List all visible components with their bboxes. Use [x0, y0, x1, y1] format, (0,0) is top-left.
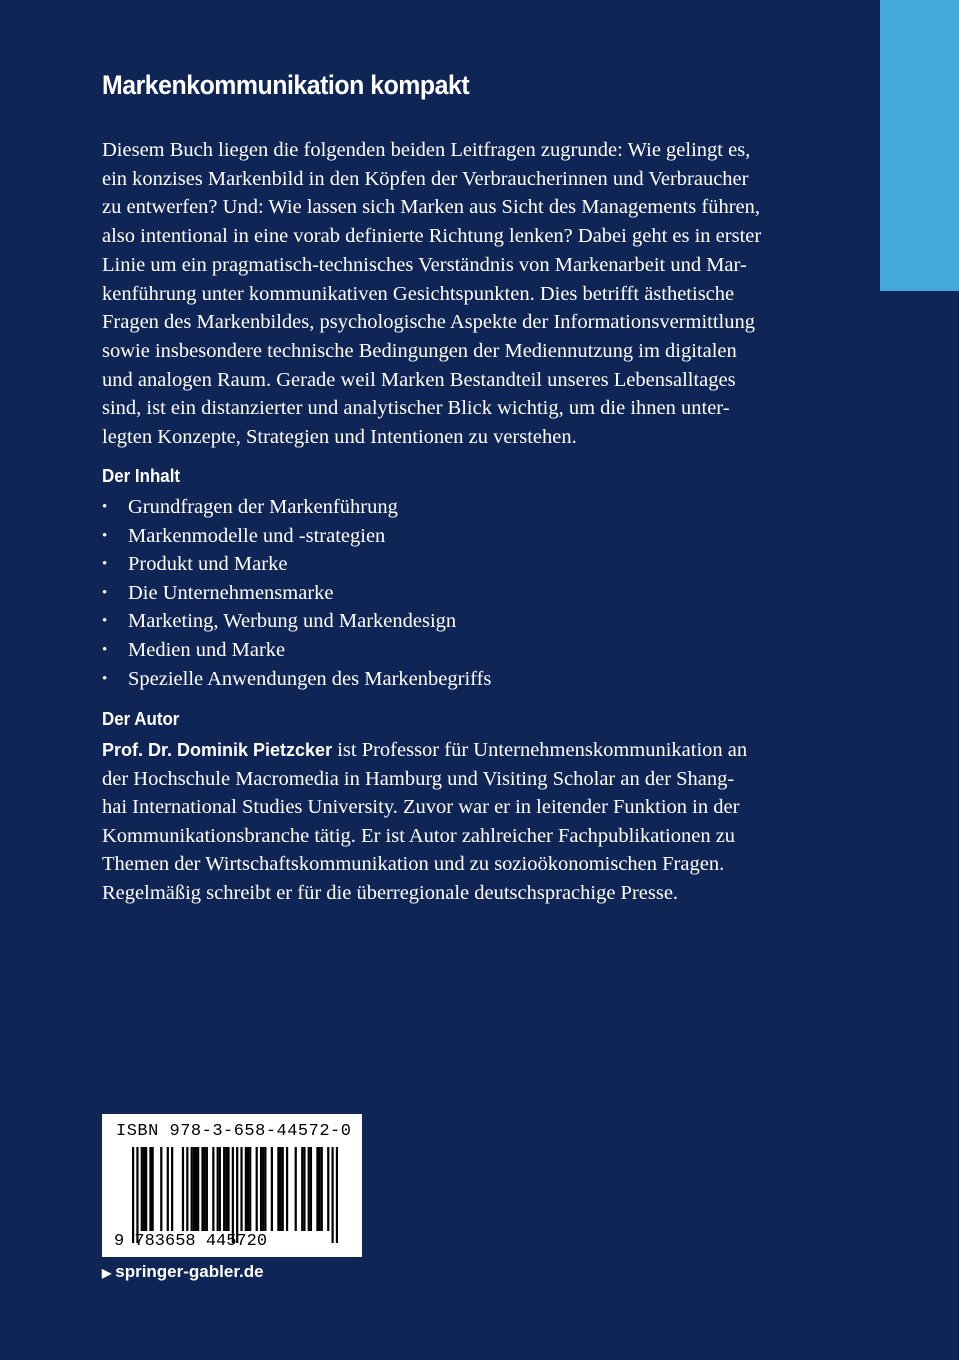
intro-line: Linie um ein pragmatisch-technisches Verständnis von Markenarbeit und Mar-	[102, 253, 747, 276]
intro-line: ein konzises Markenbild in den Köpfen der Verbraucherinnen und Verbraucher	[102, 167, 749, 190]
barcode-bar	[277, 1147, 279, 1231]
barcode-bar	[219, 1147, 221, 1231]
list-item: • Grundfragen der Markenführung	[102, 493, 491, 522]
author-bio-text: ist Professor für Unternehmenskommunikation an	[332, 739, 748, 761]
author-bio-line: der Hochschule Macromedia in Hamburg und Visiting Scholar an der Shang-	[102, 767, 735, 790]
isbn-label: ISBN 978-3-658-44572-0	[116, 1122, 352, 1141]
intro-line: Diesem Buch liegen die folgenden beiden Leitfragen zugrunde: Wie gelingt es,	[102, 139, 751, 161]
barcode-bar	[193, 1147, 195, 1231]
author-bio-line: hai International Studies University. Zuvor war er in leitender Funktion in der	[102, 796, 740, 819]
barcode-bar	[327, 1147, 329, 1231]
list-item: • Produkt und Marke	[102, 550, 491, 579]
author-bio-line: Regelmäßig schreibt er für die überregionale deutschsprachige Presse.	[102, 881, 679, 904]
barcode-bar	[247, 1147, 249, 1231]
barcode-bar	[204, 1147, 206, 1231]
barcode-bar	[262, 1147, 264, 1231]
book-title: Markenkommunikation kompakt	[102, 70, 470, 100]
barcode-digits: 9 783658 445720	[114, 1232, 268, 1251]
list-item: • Spezielle Anwendungen des Markenbegriffs	[102, 665, 491, 694]
author-bio-line: Themen der Wirtschaftskommunikation und zu sozioökonomischen Fragen.	[102, 853, 725, 876]
author-name: Prof. Dr. Dominik Pietzcker	[102, 740, 333, 760]
barcode-bar	[321, 1147, 323, 1231]
isbn-barcode-box	[102, 1114, 362, 1257]
contents-list	[102, 493, 491, 693]
barcode-bar	[149, 1147, 151, 1231]
barcode-bar	[279, 1147, 281, 1231]
intro-line: legten Konzepte, Strategien und Intentionen zu verstehen.	[102, 426, 577, 449]
barcode-bar	[232, 1147, 234, 1243]
list-item: • Marketing, Werbung und Markendesign	[102, 607, 491, 636]
barcode-bar	[197, 1147, 199, 1231]
barcode-bar	[195, 1147, 197, 1231]
barcode-bar	[303, 1147, 305, 1231]
list-item: • Medien und Marke	[102, 636, 491, 665]
barcode-bar	[201, 1147, 203, 1231]
barcode-bar	[295, 1147, 297, 1231]
barcode-bar	[236, 1147, 238, 1243]
barcode-bar	[152, 1147, 154, 1231]
barcode-bar	[286, 1147, 288, 1231]
intro-line: sowie insbesondere technische Bedingungen der Mediennutzung im digitalen	[102, 339, 737, 362]
barcode-bar	[227, 1147, 229, 1231]
barcode-bar	[145, 1147, 147, 1231]
barcode-bar	[256, 1147, 258, 1231]
website-link[interactable]	[102, 1262, 264, 1282]
barcode-bar	[264, 1147, 266, 1231]
intro-line: Fragen des Markenbildes, psychologische Aspekte der Informationsvermittlung	[102, 311, 756, 334]
author-bio-line: Kommunikationsbranche tätig. Er ist Autor zahlreicher Fachpublikationen zu	[102, 824, 736, 847]
barcode-bar	[132, 1147, 134, 1243]
intro-line: also intentional in eine vorab definierte Richtung lenken? Dabei geht es in erster	[102, 225, 762, 248]
barcode-bar	[282, 1147, 284, 1231]
barcode-bar	[336, 1147, 338, 1243]
barcode-bar	[191, 1147, 193, 1231]
intro-line: sind, ist ein distanzierter und analytischer Blick wichtig, um die ihnen unter-	[102, 397, 730, 420]
play-triangle-icon: ▶	[102, 1266, 112, 1280]
barcode-bar	[245, 1147, 247, 1231]
accent-color-bar	[880, 0, 959, 291]
barcode-bar	[249, 1147, 251, 1231]
barcode-bar	[171, 1147, 173, 1231]
barcode-bar	[260, 1147, 262, 1231]
barcode-bar	[310, 1147, 312, 1231]
barcode-bar	[143, 1147, 145, 1231]
barcode-bar	[225, 1147, 227, 1231]
barcode-bar	[316, 1147, 318, 1231]
barcode-bar	[217, 1147, 219, 1231]
barcode-bar	[182, 1147, 184, 1231]
intro-line: zu entwerfen? Und: Wie lassen sich Marken aus Sicht des Managements führen,	[102, 196, 761, 219]
intro-line: und analogen Raum. Gerade weil Marken Bestandteil unseres Lebensalltages	[102, 368, 736, 391]
contents-heading: Der Inhalt	[102, 466, 181, 486]
barcode-bar	[186, 1147, 188, 1231]
barcode-bar	[136, 1147, 138, 1243]
list-item: • Markenmodelle und -strategien	[102, 522, 491, 551]
author-bio-line	[102, 736, 814, 765]
barcode-bar	[331, 1147, 333, 1243]
barcode-icon	[132, 1147, 338, 1243]
list-item: • Die Unternehmensmarke	[102, 579, 491, 608]
website-url: springer-gabler.de	[115, 1262, 264, 1281]
barcode-bar	[223, 1147, 225, 1231]
author-heading: Der Autor	[102, 709, 180, 729]
barcode-bar	[318, 1147, 320, 1231]
barcode-bar	[167, 1147, 169, 1231]
barcode-bar	[240, 1147, 242, 1231]
barcode-bar	[212, 1147, 214, 1231]
barcode-bar	[308, 1147, 310, 1231]
barcode-bar	[206, 1147, 208, 1231]
barcode-bar	[160, 1147, 162, 1231]
intro-paragraph	[102, 136, 814, 452]
intro-line: kenführung unter kommunikativen Gesichtspunkten. Dies betrifft ästhetische	[102, 282, 735, 305]
barcode-bar	[271, 1147, 273, 1231]
barcode-bar	[141, 1147, 143, 1231]
author-bio	[102, 736, 814, 908]
barcode-bar	[301, 1147, 303, 1231]
